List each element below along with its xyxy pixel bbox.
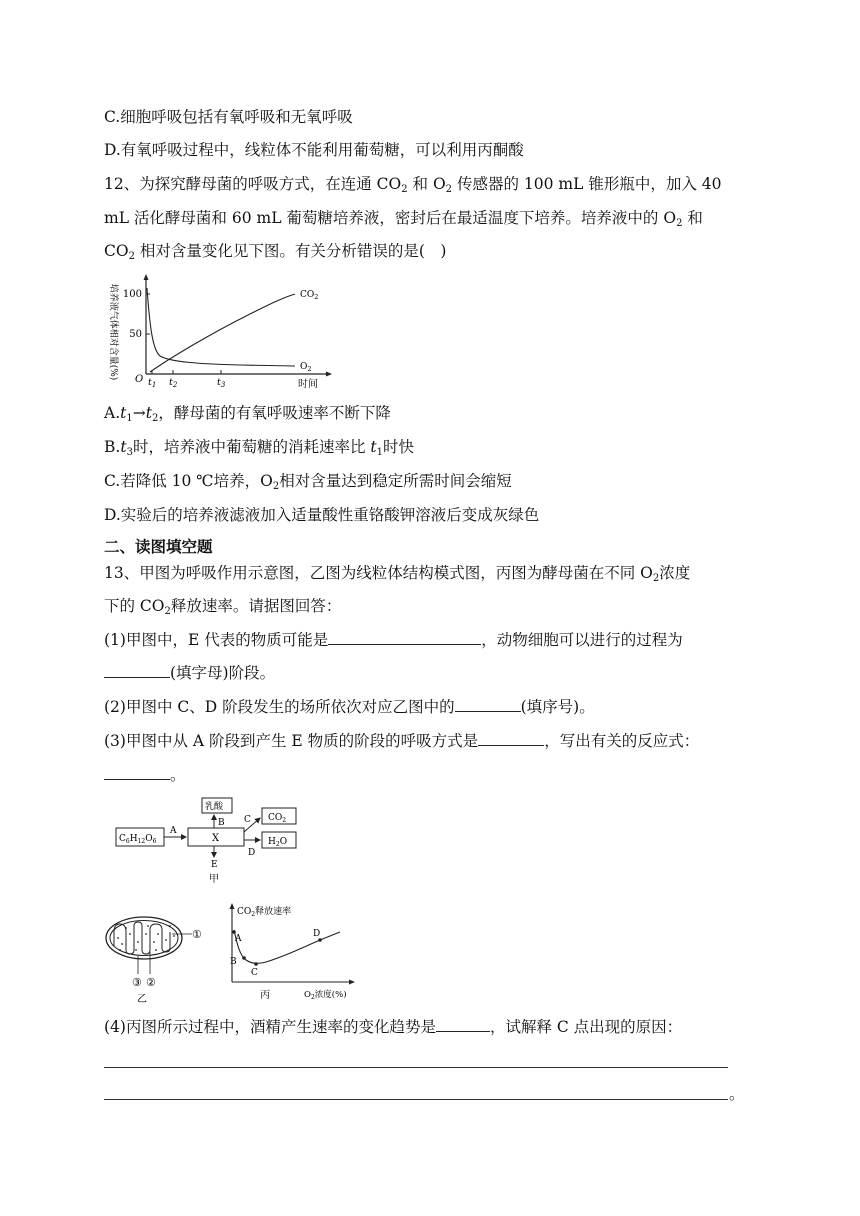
q11-option-d: D.有氧呼吸过程中，线粒体不能利用葡萄糖，可以利用丙酮酸 [104,141,524,159]
q13-blank-trend[interactable] [436,1017,490,1032]
q13-yi-mitochondrion [100,912,210,1004]
yi-mark-1: ① [192,928,202,941]
q12-graph-origin: O [135,374,144,385]
jia-x: X [212,833,220,844]
q12-option-b: $B.t_3$时，培养液中葡萄糖的消耗速率比 $t_1$时快 [104,438,414,458]
q13-blank-resp-type[interactable] [478,731,544,746]
bing-ylabel: $CO_2$释放速率 [237,907,292,918]
q12-option-a: $A.t_1\to t_2$，酵母菌的有氧呼吸速率不断下降 [104,404,391,424]
q13-jia-diagram [110,794,310,886]
yi-caption: 乙 [137,994,147,1004]
jia-glucose: $C_6H_{12}O_6$ [119,834,157,845]
jia-caption: 甲 [209,874,219,885]
bing-caption: 丙 [260,990,270,1001]
jia-label-e: E [211,860,218,870]
q12-graph-xtick-t3: $t_3$ [217,377,226,389]
q13-answer-line-1[interactable] [104,1067,728,1068]
q12-graph-o2-label: $O_2$ [300,362,312,373]
jia-label-c: C [244,815,251,825]
q11-option-c: C.细胞呼吸包括有氧呼吸和无氧呼吸 [104,108,353,126]
q12-graph-ylabel: 培养液气体相对含量(%) [108,283,118,381]
q12-o2-curve [147,288,295,366]
jia-h2o: $H_2O$ [268,837,288,848]
jia-label-d: D [248,848,256,858]
bing-point-a: A [235,934,242,944]
section-heading: 二、读图填空题 [104,537,213,556]
jia-label-b: B [218,818,225,828]
q13-stem-line2: 下的 $CO_2$释放速率。请据图回答： [104,597,342,617]
bing-curve [234,930,340,963]
q13-blank-equation[interactable] [104,765,170,780]
q12-gas-content-graph [100,270,340,394]
q12-graph-xlabel: 时间 [298,379,318,390]
q13-blank-e[interactable] [328,630,481,645]
bing-point-b: B [230,957,237,967]
q13-stem-line1: 13、甲图为呼吸作用示意图，乙图为线粒体结构模式图，丙图为酵母菌在不同 $O_2$浓度 [104,564,691,584]
q13-answer-line-2[interactable] [104,1099,728,1100]
q13-part1-line1: (1)甲图中，E 代表的物质可能是 ，动物细胞可以进行的过程为 [104,631,683,649]
q13-bing-graph [220,898,360,1004]
jia-co2: $CO_2$ [268,813,287,824]
yi-mark-3: ③ [132,976,142,989]
q13-part1-line2: (填字母)阶段。 [104,663,275,683]
bing-point-c: C [251,968,258,978]
q13-blank-process[interactable] [104,663,170,678]
q12-graph-ytick-50: 50 [129,329,142,340]
q13-part3-line1: (3)甲图中从 A 阶段到产生 E 物质的阶段的呼吸方式是 ，写出有关的反应式： [104,732,700,750]
q12-graph-co2-label: $CO_2$ [300,290,319,301]
yi-mark-2: ② [146,976,156,989]
q13-part2: (2)甲图中 C、D 阶段发生的场所依次对应乙图中的 (填序号)。 [104,698,595,716]
q12-graph-ytick-100: 100 [122,289,142,300]
q13-answer-end: 。 [729,1085,745,1103]
q13-part3-line2: 。 [104,765,186,785]
bing-point-d: D [313,929,321,939]
q12-graph-xtick-t2: $t_2$ [169,377,178,389]
q12-stem-line2: mL 活化酵母菌和 60 mL 葡萄糖培养液，密封后在最适温度下培养。培养液中的 $O_2$ 和 [104,209,703,229]
jia-label-a: A [170,826,177,836]
q12-graph-xtick-t1: $t_1$ [148,377,157,389]
jia-lactic: 乳酸 [205,802,224,812]
q12-option-c: C.若降低 10 ℃培养，$O_2$相对含量达到稳定所需时间会缩短 [104,472,512,492]
q12-option-d: D.实验后的培养液滤液加入适量酸性重铬酸钾溶液后变成灰绿色 [104,506,540,524]
q13-part4: (4)丙图所示过程中，酒精产生速率的变化趋势是 ，试解释 C 点出现的原因： [104,1018,683,1036]
q12-stem-line3: $CO_2$ 相对含量变化见下图。有关分析错误的是( ) [104,242,447,262]
q13-blank-site[interactable] [455,697,521,712]
bing-xlabel: $O_2$浓度(%) [304,990,347,1001]
q12-stem-line1: 12、为探究酵母菌的呼吸方式，在连通 $CO_2$ 和 $O_2$ 传感器的 100 mL 锥形瓶中，加入 40 [104,175,722,195]
